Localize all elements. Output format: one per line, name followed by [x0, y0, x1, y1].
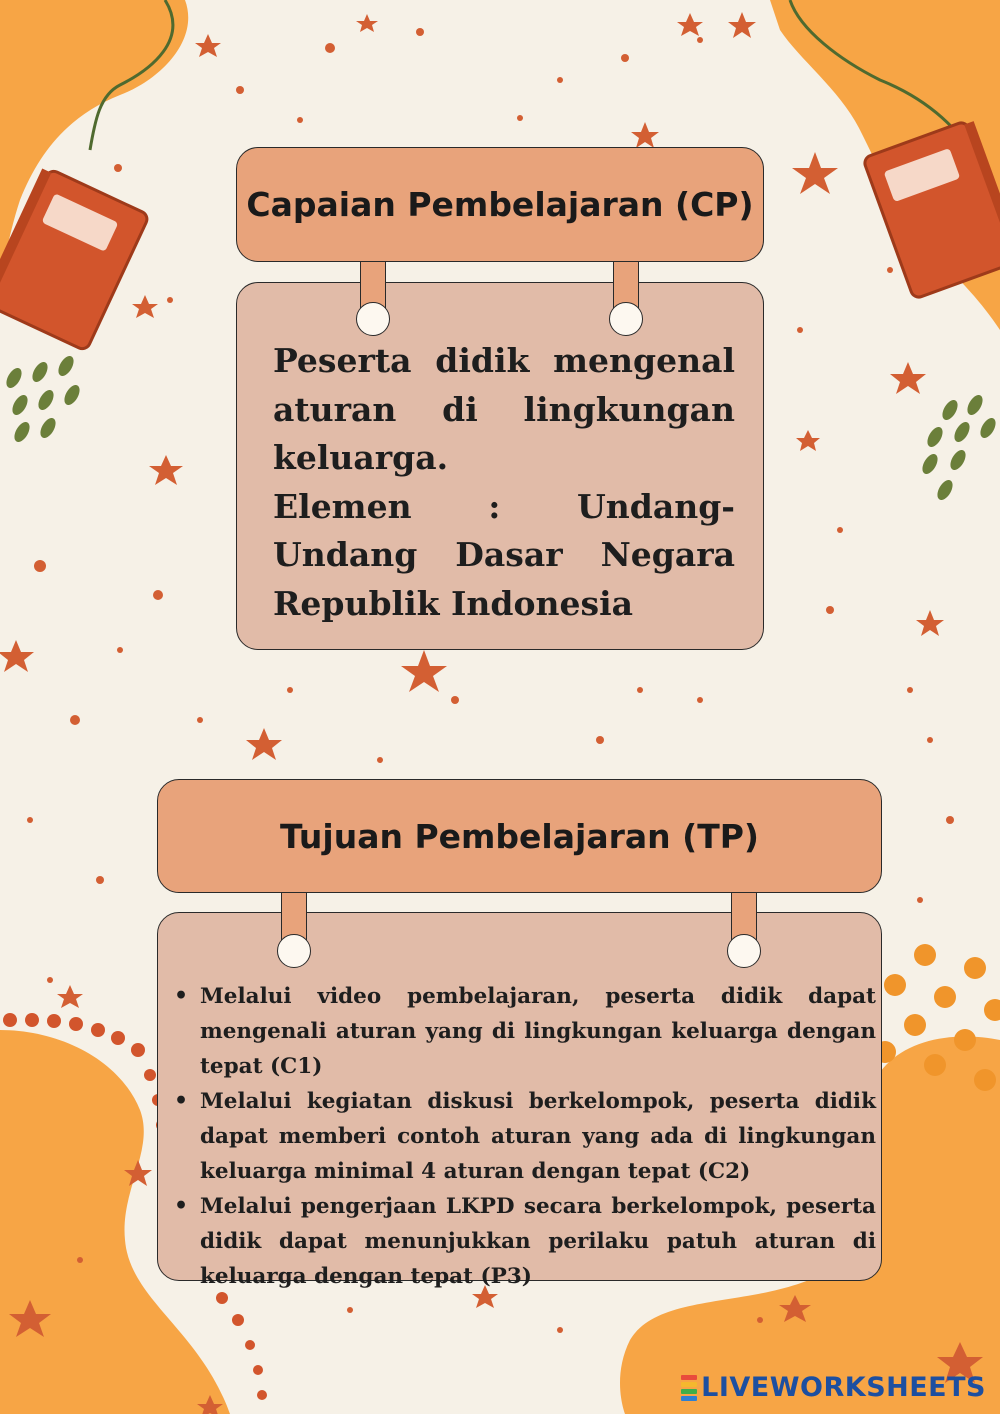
cp-ring-left [356, 302, 390, 336]
bullet-icon: • [174, 1193, 189, 1219]
cp-title: Capaian Pembelajaran (CP) [246, 185, 754, 224]
right-leaves [919, 392, 998, 502]
bullet-icon: • [174, 983, 189, 1009]
liveworksheets-watermark [681, 1372, 986, 1403]
liveworksheets-logo-icon [681, 1375, 697, 1401]
list-item: • Melalui pengerjaan LKPD secara berkelompok, peserta didik dapat menunjukkan perilaku patuh aturan di keluarga dengan tepat (P3) [200, 1189, 876, 1294]
tp-body [157, 912, 882, 1289]
watermark-text: LIVEWORKSHEETS [701, 1372, 986, 1403]
cp-body [236, 282, 764, 650]
list-item: • Melalui video pembelajaran, peserta didik dapat mengenali aturan yang di lingkungan keluarga dengan tepat (C1) [200, 979, 876, 1084]
bullet-icon: • [174, 1088, 189, 1114]
tp-list [172, 979, 876, 1294]
cp-line-2: Elemen : Undang-Undang Dasar Negara Republik Indonesia [273, 486, 735, 623]
cp-text [273, 337, 735, 628]
list-item: • Melalui kegiatan diskusi berkelompok, peserta didik dapat memberi contoh aturan yang ada di lingkungan keluarga minimal 4 aturan dengan tepat (C2) [200, 1084, 876, 1189]
tp-ring-left [277, 934, 311, 968]
tp-ring-right [727, 934, 761, 968]
tp-title: Tujuan Pembelajaran (TP) [280, 816, 759, 856]
cp-header [236, 147, 764, 262]
cp-line-1: Peserta didik mengenal aturan di lingkungan keluarga. [273, 341, 735, 477]
cp-ring-right [609, 302, 643, 336]
tp-header [157, 779, 882, 893]
left-leaves [3, 353, 82, 444]
